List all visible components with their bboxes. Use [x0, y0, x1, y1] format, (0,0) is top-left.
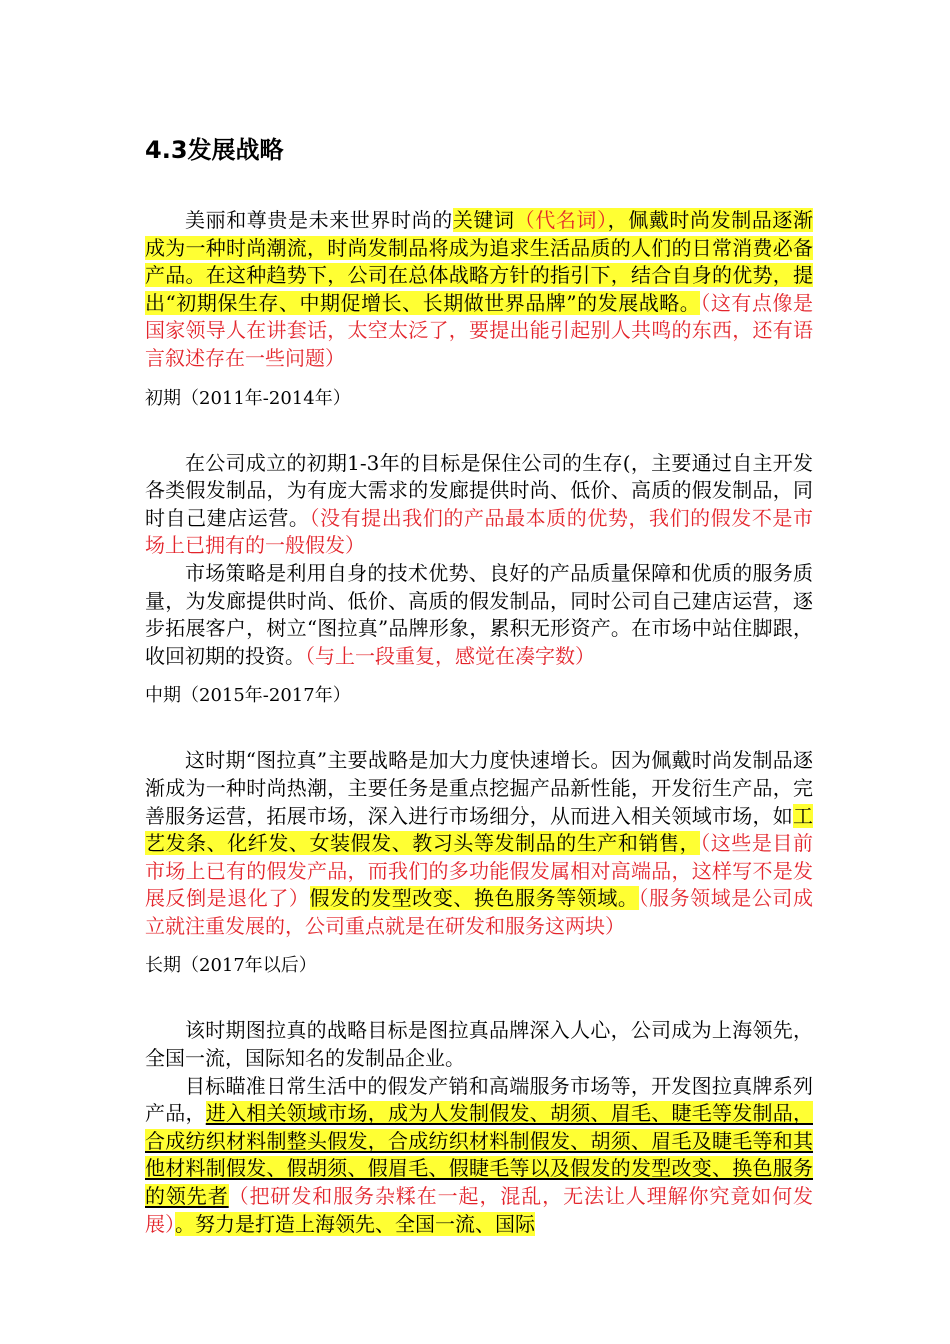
paragraph-market-strategy [145, 560, 813, 670]
document-body [145, 133, 813, 1238]
highlighted-text: 假发的发型改变、换色服务等领域。 [309, 886, 639, 911]
subheading-middle: 中期（2015年-2017年） [145, 685, 351, 707]
review-comment: （把研发和服务杂糅在一起，混乱，无法让人理解你究竟如何发展） [145, 1184, 814, 1236]
highlighted-text: ，佩戴时尚发制品逐渐成为一种时尚潮流，时尚发制品将成为追求生活品质的人们的日常消费必备产品。在这种趋势下，公司在总体战略方针的指引下，结合自身的优势，提出“初期保生存、中期促增长、长期做世界品牌”的发展战略。 [145, 208, 814, 315]
review-comment: （服务领域是公司成立就注重发展的，公司重点就是在研发和服务这两块） [145, 886, 813, 938]
paragraph-long-goal [145, 1017, 813, 1072]
highlighted-text: 。努力是打造上海领先、全国一流、国际 [175, 1211, 535, 1236]
body-text: 这时期“图拉真”主要战略是加大力度快速增长。因为佩戴时尚发制品逐渐成为一种时尚热潮，主要任务是重点挖掘产品新性能，开发衍生产品，完善服务运营，拓展市场，深入进行市场细分，从而进入相关领域市场，如 [145, 748, 813, 828]
body-text: 目标瞄准日常生活中的假发产销和高端服务市场等，开发图拉真牌系列产品， [145, 1073, 813, 1126]
paragraph-long-target [145, 1073, 813, 1239]
review-comment: （没有提出我们的产品最本质的优势，我们的假发不是市场上已拥有的一般假发） [145, 505, 813, 558]
highlighted-text: ， [679, 831, 701, 856]
subheading-long: 长期（2017年以后） [145, 955, 317, 977]
review-comment: （代名词） [514, 208, 608, 232]
review-comment: （与上一段重复，感觉在凑字数） [305, 643, 595, 668]
review-comment: （这有点像是国家领导人在讲套话，太空太泛了，要提出能引起别人共鸣的东西，还有语言叙述存在一些问题） [145, 290, 814, 370]
highlighted-underlined-text: 进入相关领域市场，成为人发制假发、胡须、眉毛、睫毛等发制品，合成纺织材料制整头假发，合成纺织材料制假发、胡须、眉毛及睫毛等和其他材料制假发、假胡须、假眉毛、假睫毛等以及假发的发型改变、换色服务的领先者 [145, 1101, 813, 1209]
body-text: 该时期图拉真的战略目标是图拉真品牌深入人心，公司成为上海领先，全国一流，国际知名的发制品企业。 [145, 1018, 813, 1071]
highlighted-text: 工艺发条、化纤发、女装假发、教习头等发制品的生产和销售 [145, 803, 813, 856]
intro-text: 美丽和尊贵是未来世界时尚的 [185, 208, 453, 232]
section-heading: 4.3发展战略 [145, 136, 284, 164]
subheading-early: 初期（2011年-2014年） [145, 387, 351, 409]
paragraph-middle-strategy [145, 747, 813, 940]
body-text: 在公司成立的初期1-3年的目标是保住公司的生存(，主要通过自主开发各类假发制品，为有庞大需求的发廊提供时尚、低价、高质的假发制品，同时自己建店运营。 [145, 450, 813, 530]
highlighted-text: 关键词 [452, 208, 515, 232]
review-comment: （这些是目前市场上已有的假发产品，而我们的多功能假发属相对高端品，这样写不是发展反倒是退化了） [145, 831, 813, 911]
paragraph-early-goal [145, 450, 813, 560]
paragraph-intro [145, 207, 813, 373]
body-text: 市场策略是利用自身的技术优势、良好的产品质量保障和优质的服务质量，为发廊提供时尚、低价、高质的假发制品，同时公司自己建店运营，逐步拓展客户，树立“图拉真”品牌形象，累积无形资产。在市场中站住脚跟，收回初期的投资。 [145, 560, 813, 668]
